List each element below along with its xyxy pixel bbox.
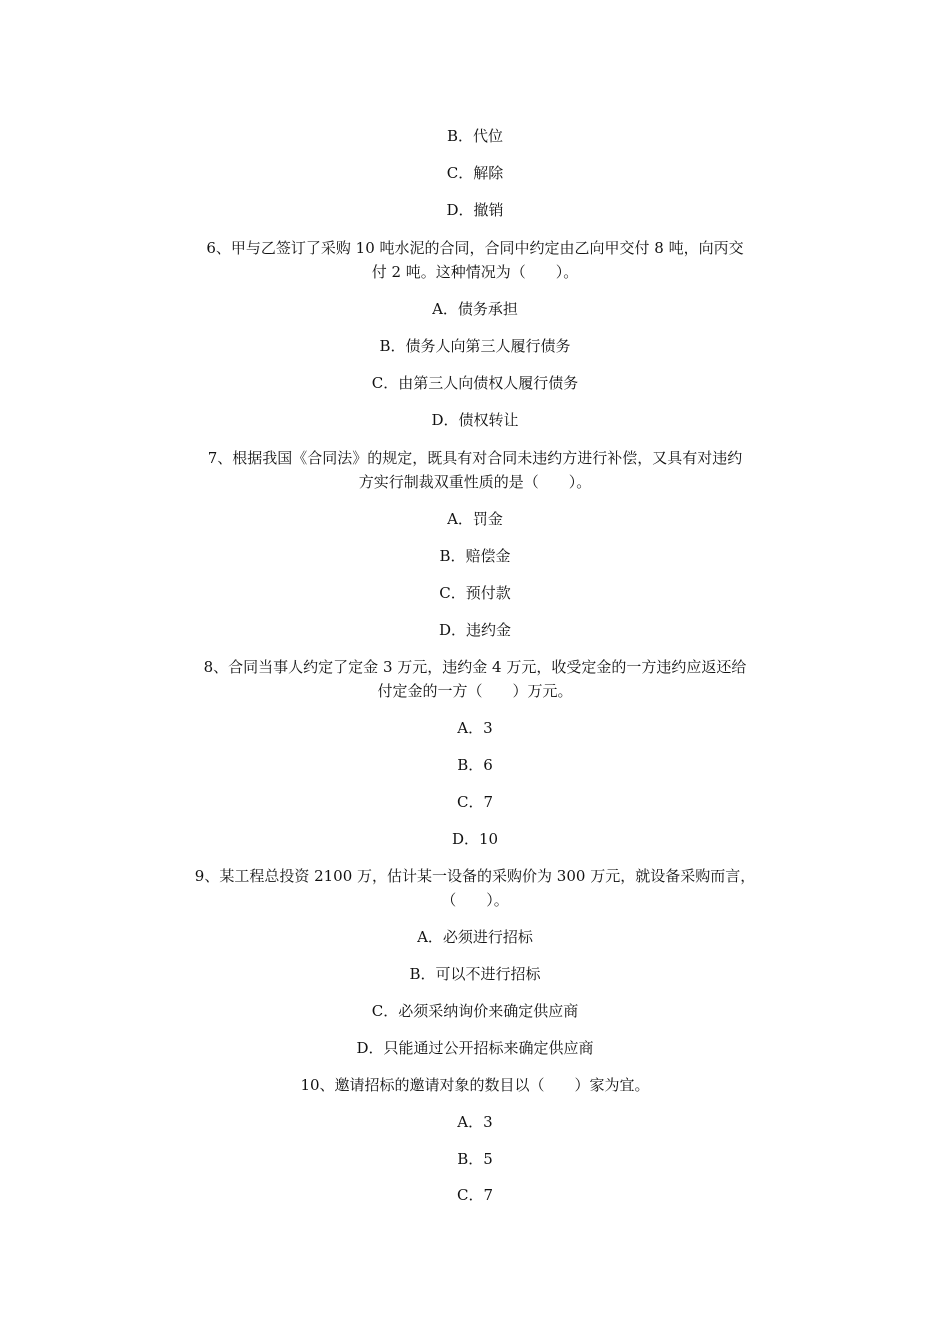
question-7-option-c: C．预付款 bbox=[439, 584, 511, 602]
question-6-stem: 6、甲与乙签订了采购 10 吨水泥的合同，合同中约定由乙向甲交付 8 吨，向丙交 bbox=[206, 239, 744, 257]
question-7-option-a: A．罚金 bbox=[447, 510, 503, 528]
question-8-option-b: B．6 bbox=[457, 756, 493, 774]
question-8-option-d: D．10 bbox=[451, 830, 499, 848]
question-10-option-a: A．3 bbox=[457, 1113, 493, 1131]
question-6-stem-continued: 付 2 吨。这种情况为（ ）。 bbox=[371, 263, 579, 281]
question-8-stem-continued: 付定金的一方（ ）万元。 bbox=[377, 682, 573, 700]
question-6-option-b: B．债务人向第三人履行债务 bbox=[379, 337, 571, 355]
question-9-option-b: B．可以不进行招标 bbox=[409, 965, 541, 983]
question-6-option-d: D．债权转让 bbox=[431, 411, 519, 429]
question-6-option-a: A．债务承担 bbox=[432, 300, 518, 318]
question-8-option-a: A．3 bbox=[457, 719, 493, 737]
question-9-option-d: D．只能通过公开招标来确定供应商 bbox=[356, 1039, 594, 1057]
question-7-option-d: D．违约金 bbox=[438, 621, 512, 639]
question-10-stem: 10、邀请招标的邀请对象的数目以（ ）家为宜。 bbox=[300, 1076, 650, 1094]
question-9-stem: 9、某工程总投资 2100 万，估计某一设备的采购价为 300 万元，就设备采购而言， bbox=[194, 867, 756, 885]
question-7-option-b: B．赔偿金 bbox=[439, 547, 511, 565]
question-7-stem-continued: 方实行制裁双重性质的是（ ）。 bbox=[358, 473, 592, 491]
question-10-option-b: B．5 bbox=[457, 1150, 493, 1168]
question-9-stem-continued: （ ）。 bbox=[441, 891, 509, 909]
question-9-option-a: A．必须进行招标 bbox=[417, 928, 533, 946]
question-8-stem: 8、合同当事人约定了定金 3 万元，违约金 4 万元，收受定金的一方违约应返还给 bbox=[203, 658, 747, 676]
option-d: D．撤销 bbox=[446, 201, 504, 219]
option-b: B．代位 bbox=[446, 127, 504, 145]
option-c: C．解除 bbox=[446, 164, 504, 182]
question-6-option-c: C．由第三人向债权人履行债务 bbox=[371, 374, 579, 392]
question-9-option-c: C．必须采纳询价来确定供应商 bbox=[371, 1002, 579, 1020]
question-7-stem: 7、根据我国《合同法》的规定，既具有对合同未违约方进行补偿，又具有对违约 bbox=[207, 449, 743, 467]
question-8-option-c: C．7 bbox=[456, 793, 494, 811]
question-10-option-c: C．7 bbox=[456, 1186, 494, 1204]
